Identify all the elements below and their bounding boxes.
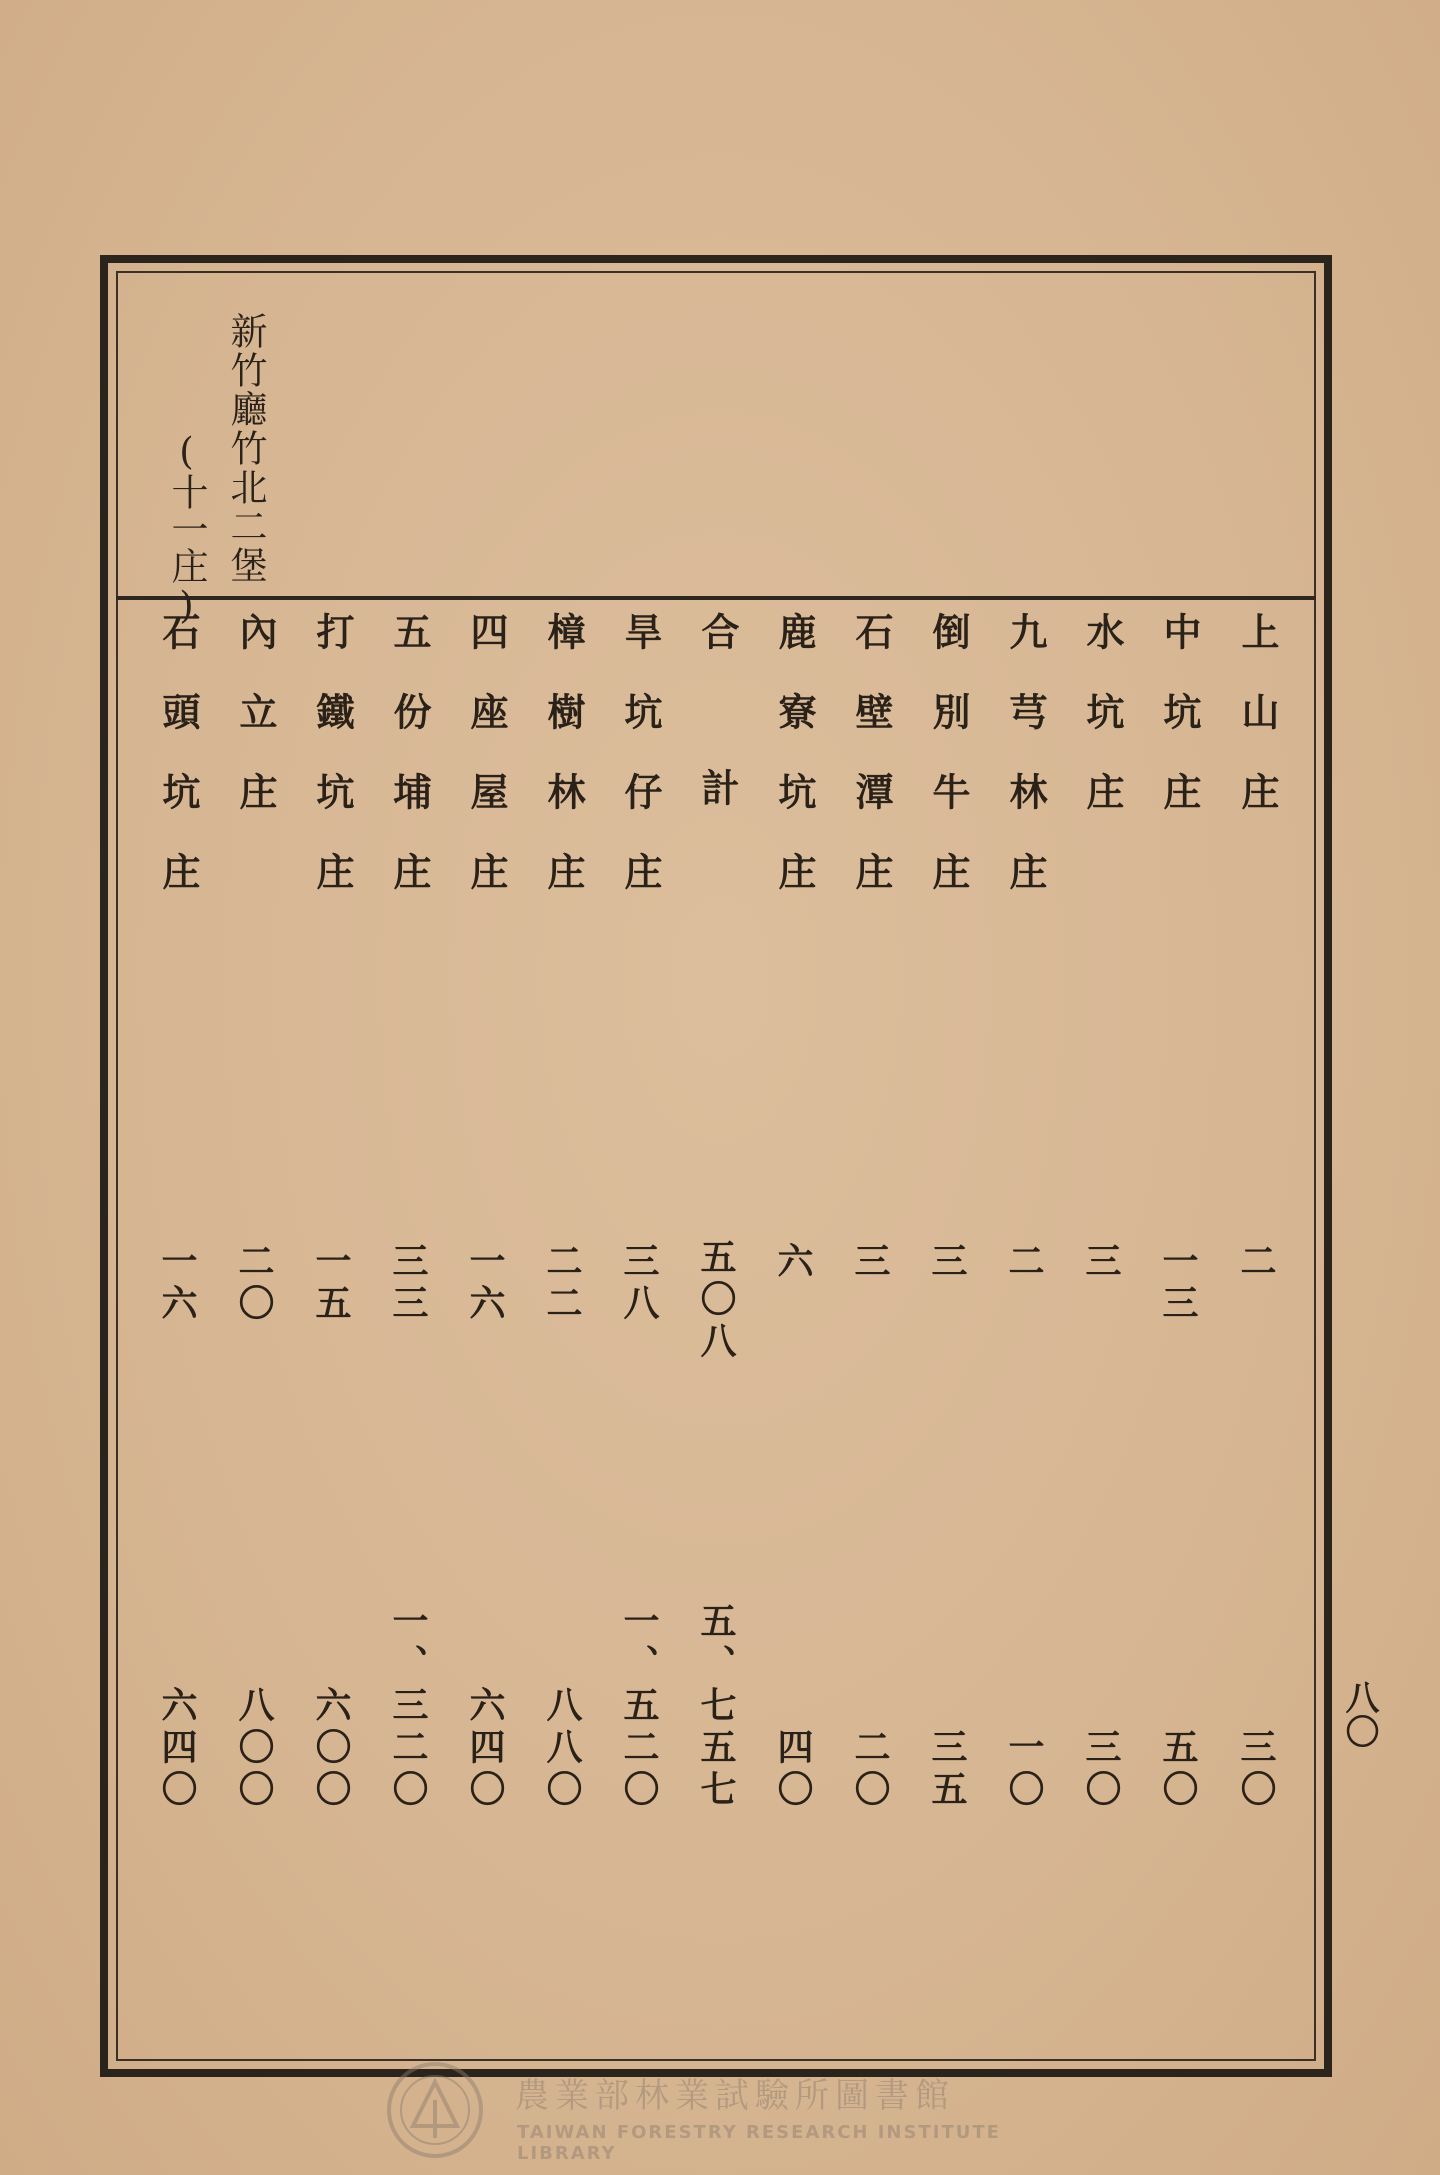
table-row (464, 612, 537, 1812)
table-row (926, 612, 999, 1812)
amount-value: 三〇 (1235, 1728, 1277, 1812)
total-label: 合計 (695, 612, 740, 924)
table-row (618, 612, 691, 1812)
table-row-total (695, 612, 768, 1812)
village-name: 水坑庄 (1080, 612, 1125, 852)
count-value: 二二 (541, 1242, 583, 1326)
watermark-chinese: 農業部林業試驗所圖書館 (515, 2076, 955, 2116)
village-name: 中坑庄 (1157, 612, 1202, 852)
page-subtitle: (十一庄) (165, 430, 208, 627)
amount-value: 八〇〇 (233, 1686, 275, 1812)
table-row (233, 612, 306, 1812)
village-name: 石壁潭庄 (849, 612, 894, 932)
amount-value: 四〇 (772, 1728, 814, 1812)
village-name: 五份埔庄 (387, 612, 432, 932)
library-watermark (385, 2060, 1085, 2170)
count-value: 五〇八 (695, 1238, 737, 1364)
count-value: 三 (926, 1242, 968, 1284)
amount-value: 三五 (926, 1728, 968, 1812)
table-row (849, 612, 922, 1812)
village-name: 九芎林庄 (1003, 612, 1048, 932)
table-row (1003, 612, 1076, 1812)
count-value: 三 (1080, 1242, 1122, 1284)
count-value: 一六 (156, 1242, 198, 1326)
amount-value: 一、三二〇 (387, 1602, 429, 1812)
count-value: 一五 (310, 1242, 352, 1326)
table-row (772, 612, 845, 1812)
amount-value: 三〇 (1080, 1728, 1122, 1812)
page-title: 新竹廳竹北二堡 (224, 312, 267, 585)
header-divider (116, 596, 1316, 600)
watermark-english: TAIWAN FORESTRY RESEARCH INSTITUTE LIBRARY (517, 2122, 1001, 2164)
village-name: 四座屋庄 (464, 612, 509, 932)
institute-seal-icon (385, 2060, 485, 2160)
table-row (387, 612, 460, 1812)
amount-value: 一、五二〇 (618, 1602, 660, 1812)
village-name: 石頭坑庄 (156, 612, 201, 932)
village-name: 樟樹林庄 (541, 612, 586, 932)
village-name: 倒別牛庄 (926, 612, 971, 932)
village-name: 旱坑仔庄 (618, 612, 663, 932)
amount-value: 五〇 (1157, 1728, 1199, 1812)
count-value: 三三 (387, 1242, 429, 1326)
table-row (310, 612, 383, 1812)
table-row (1080, 612, 1153, 1812)
count-value: 二 (1235, 1242, 1277, 1284)
count-value: 三 (849, 1242, 891, 1284)
table-row (541, 612, 614, 1812)
amount-value: 二〇 (849, 1728, 891, 1812)
table-row (156, 612, 229, 1812)
count-value: 二〇 (233, 1242, 275, 1326)
table-row (1235, 612, 1308, 1812)
page-number: 八〇 (1339, 1680, 1379, 1748)
count-value: 六 (772, 1242, 814, 1284)
amount-value: 六四〇 (464, 1686, 506, 1812)
amount-value: 一〇 (1003, 1728, 1045, 1812)
count-value: 三八 (618, 1242, 660, 1326)
table-row (1157, 612, 1230, 1812)
village-name: 鹿寮坑庄 (772, 612, 817, 932)
village-name: 上山庄 (1235, 612, 1280, 852)
amount-value: 六四〇 (156, 1686, 198, 1812)
amount-value: 八八〇 (541, 1686, 583, 1812)
count-value: 一三 (1157, 1242, 1199, 1326)
amount-value: 五、七五七 (695, 1602, 737, 1812)
count-value: 一六 (464, 1242, 506, 1326)
village-name: 打鐵坑庄 (310, 612, 355, 932)
village-name: 內立庄 (233, 612, 278, 852)
amount-value: 六〇〇 (310, 1686, 352, 1812)
count-value: 二 (1003, 1242, 1045, 1284)
